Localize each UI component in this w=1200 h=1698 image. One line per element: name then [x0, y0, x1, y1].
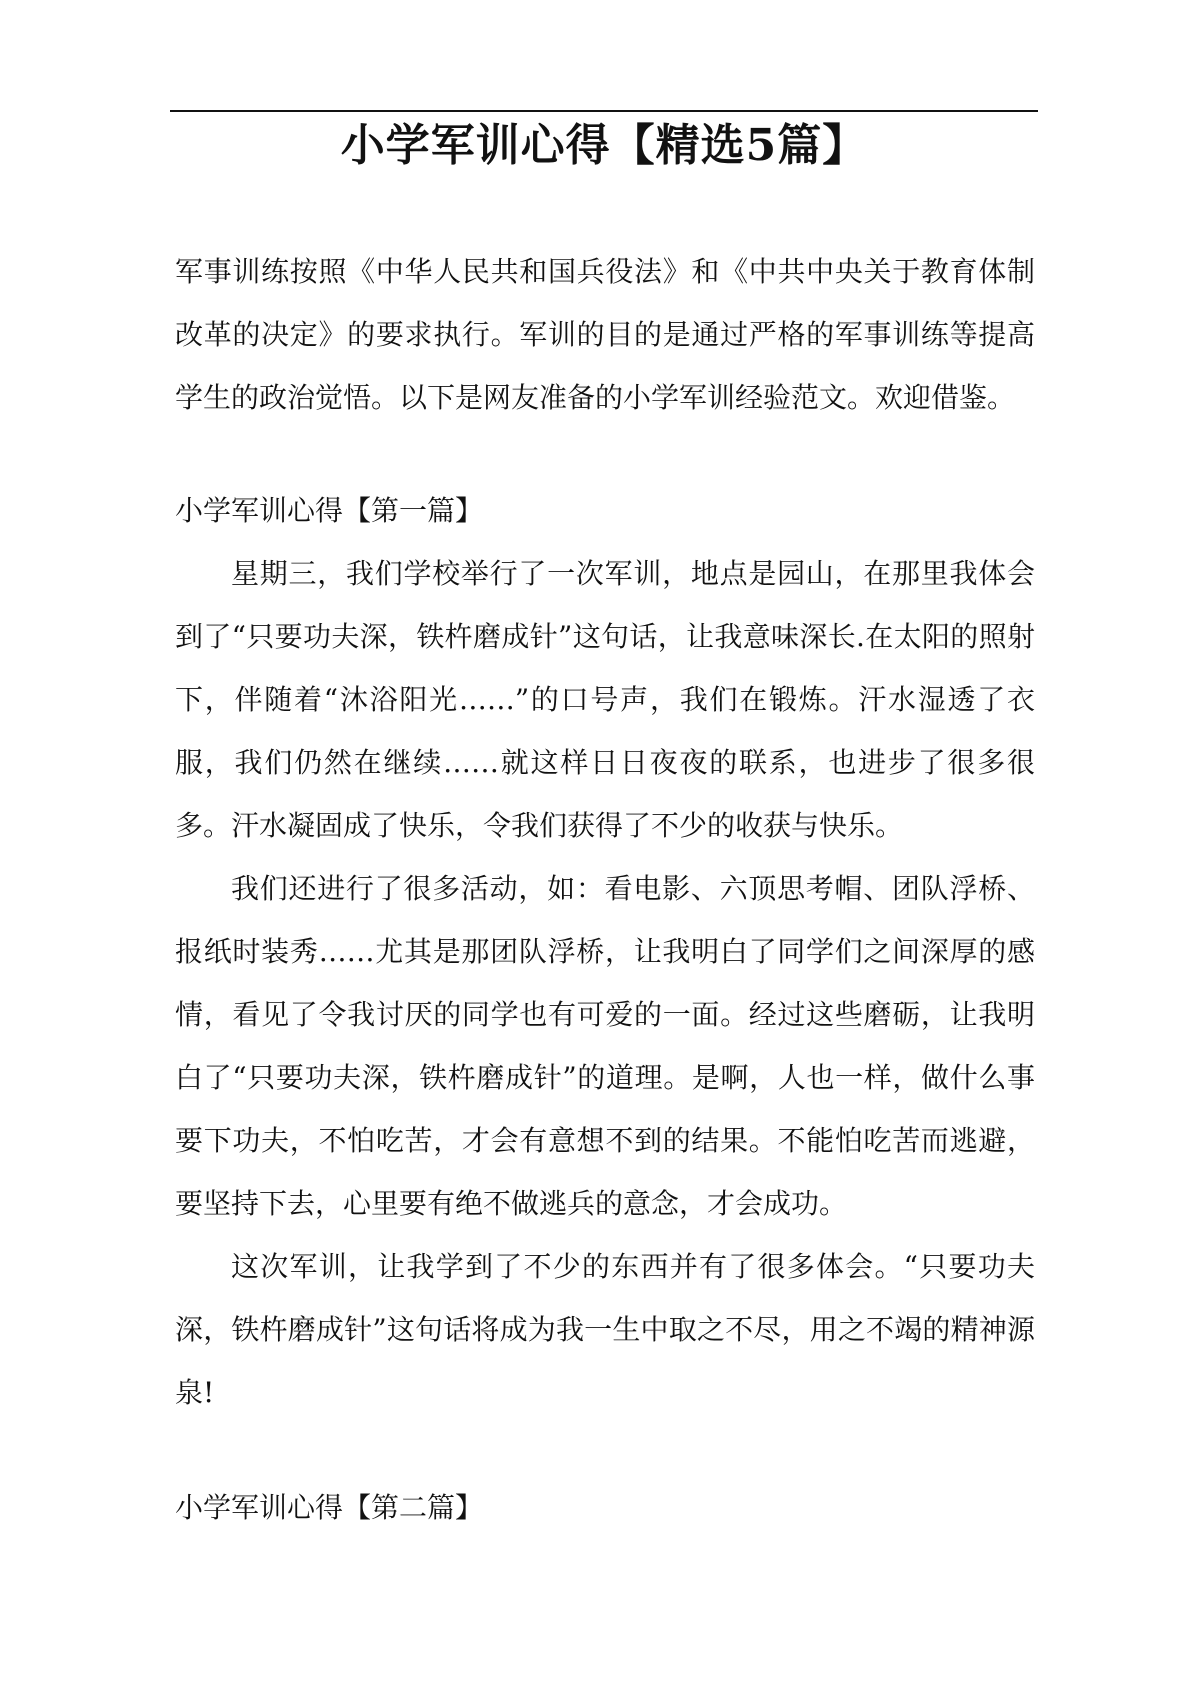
document-title: 小学军训心得【精选5篇】: [340, 120, 868, 171]
section-heading-2: 小学军训心得【第二篇】: [175, 1491, 484, 1524]
intro-paragraph: 军事训练按照《中华人民共和国兵役法》和《中共中央关于教育体制改革的决定》的要求执行。军训的目的是通过严格的军事训练等提高学生的政治觉悟。以下是网友准备的小学军训经验范文。欢迎借鉴。: [175, 255, 1035, 414]
header-rule: [170, 110, 1038, 112]
section-1-paragraph-1: 星期三，我们学校举行了一次军训，地点是园山，在那里我体会到了“只要功夫深，铁杵磨成针”这句话，让我意味深长.在太阳的照射下，伴随着“沐浴阳光……”的口号声，我们在锻炼。汗水湿透了衣服，我们仍然在继续……就这样日日夜夜的联系，也进步了很多很多。汗水凝固成了快乐，令我们获得了不少的收获与快乐。: [175, 557, 1035, 842]
section-1-paragraph-3: 这次军训，让我学到了不少的东西并有了很多体会。“只要功夫深，铁杵磨成针”这句话将成为我一生中取之不尽，用之不竭的精神源泉!: [175, 1250, 1035, 1409]
section-heading-1: 小学军训心得【第一篇】: [175, 494, 484, 527]
document-body: [175, 240, 1035, 1539]
section-1-paragraph-2: 我们还进行了很多活动，如：看电影、六顶思考帽、团队浮桥、报纸时装秀……尤其是那团队浮桥，让我明白了同学们之间深厚的感情，看见了令我讨厌的同学也有可爱的一面。经过这些磨砺，让我明白了“只要功夫深，铁杵磨成针”的道理。是啊，人也一样，做什么事要下功夫，不怕吃苦，才会有意想不到的结果。不能怕吃苦而逃避，要坚持下去，心里要有绝不做逃兵的意念，才会成功。: [175, 872, 1035, 1220]
